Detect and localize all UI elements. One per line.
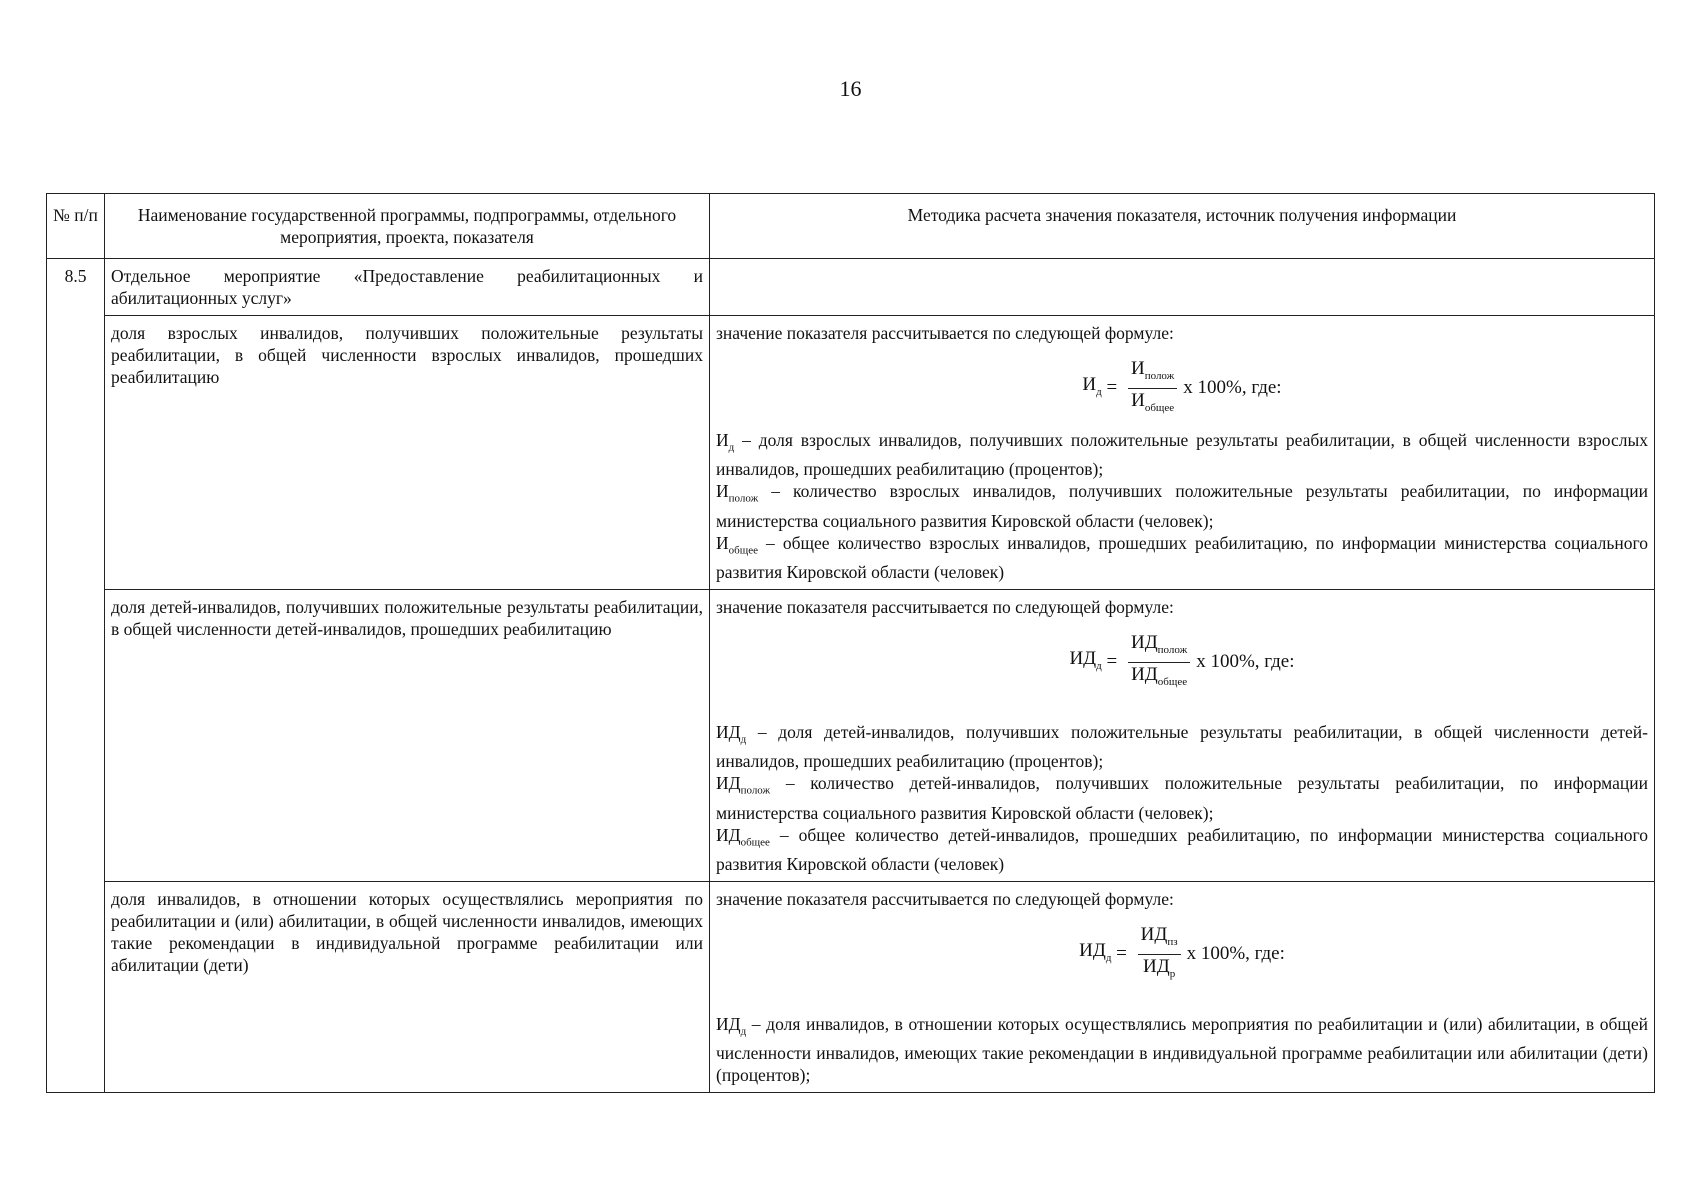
indicator-name: доля инвалидов, в отношении которых осуществлялись мероприятия по реабилитации и (или) абилитации, в общей численности инвалидов, имеющих такие рекомендации в индивидуальной программе реабилитации или абилитации (дети) <box>105 882 710 1093</box>
methodology-cell <box>710 316 1655 590</box>
definition: $ИД_д$ – доля инвалидов, в отношении которых осуществлялись мероприятия по реабилитации и (или) абилитации, в общей численности инвалидов, имеющих такие рекомендации в индивидуальной программе реабилитации или абилитации (дети) (процентов); <box>716 1013 1648 1086</box>
table-row <box>47 590 1655 882</box>
formula-lhs: $ИД_д$ <box>1079 940 1112 964</box>
formula: $И_д$ = $\frac{И_{полож}}{И_{общее}}$ х 100%, где: <box>716 358 1648 419</box>
table-row <box>47 882 1655 1093</box>
definition: $И_{полож}$ – количество взрослых инвалидов, получивших положительные результаты реабилитации, по информации министерства социального развития Кировской области (человек); <box>716 481 1648 531</box>
section-title: Отдельное мероприятие «Предоставление реабилитационных и абилитационных услуг» <box>105 259 710 316</box>
formula-lhs: $И_д$ <box>1082 373 1102 398</box>
definition: $И_{общее}$ – общее количество взрослых инвалидов, прошедших реабилитацию, по информации министерства социального развития Кировской области (человек) <box>716 532 1648 583</box>
methodology-cell <box>710 882 1655 1093</box>
methodology-cell <box>710 590 1655 882</box>
header-methodology: Методика расчета значения показателя, источник получения информации <box>710 194 1655 259</box>
section-methodology-empty <box>710 259 1655 316</box>
formula-fraction: $\frac{ИД_{полож}}{ИД_{общее}}$ <box>1128 632 1190 693</box>
section-number: 8.5 <box>47 259 105 1093</box>
section-row <box>47 259 1655 316</box>
table-row <box>47 316 1655 590</box>
definition: $ИД_{общее}$ – общее количество детей-инвалидов, прошедших реабилитацию, по информации министерства социального развития Кировской области (человек) <box>716 824 1648 875</box>
formula-lhs: $ИД_д$ <box>1069 647 1102 672</box>
header-name: Наименование государственной программы, подпрограммы, отдельного мероприятия, проекта, показателя <box>105 194 710 259</box>
table-header-row <box>47 194 1655 259</box>
indicator-name: доля взрослых инвалидов, получивших положительные результаты реабилитации, в общей численности взрослых инвалидов, прошедших реабилитацию <box>105 316 710 590</box>
formula-tail: х 100%, где: <box>1196 651 1295 673</box>
formula-tail: х 100%, где: <box>1183 377 1282 399</box>
header-number: № п/п <box>47 194 105 259</box>
formula-fraction: $\frac{И_{полож}}{И_{общее}}$ <box>1128 358 1177 419</box>
indicator-methodology-table <box>46 193 1655 1093</box>
definition: $И_д$ – доля взрослых инвалидов, получивших положительные результаты реабилитации, в общей численности взрослых инвалидов, прошедших реабилитацию (процентов); <box>716 429 1648 480</box>
page-number: 16 <box>839 76 862 101</box>
definition: $ИД_д$ – доля детей-инвалидов, получивших положительные результаты реабилитации, в общей численности детей-инвалидов, прошедших реабилитацию (процентов); <box>716 721 1648 772</box>
formula-tail: х 100%, где: <box>1186 943 1285 965</box>
formula-fraction: $\frac{ИД_{пз}}{ИД_р}$ <box>1138 924 1181 985</box>
formula: $ИД_д$ = $\frac{ИД_{пз}}{ИД_р}$ х 100%, где: <box>716 924 1648 985</box>
formula-intro: значение показателя рассчитывается по следующей формуле: <box>716 597 1174 618</box>
formula-intro: значение показателя рассчитывается по следующей формуле: <box>716 323 1174 343</box>
formula-intro: значение показателя рассчитывается по следующей формуле: <box>716 889 1174 910</box>
formula: $ИД_д$ = $\frac{ИД_{полож}}{ИД_{общее}}$ х 100%, где: <box>716 632 1648 693</box>
definition: $ИД_{полож}$ – количество детей-инвалидов, получивших положительные результаты реабилитации, по информации министерства социального развития Кировской области (человек); <box>716 773 1648 823</box>
indicator-name: доля детей-инвалидов, получивших положительные результаты реабилитации, в общей численности детей-инвалидов, прошедших реабилитацию <box>105 590 710 882</box>
